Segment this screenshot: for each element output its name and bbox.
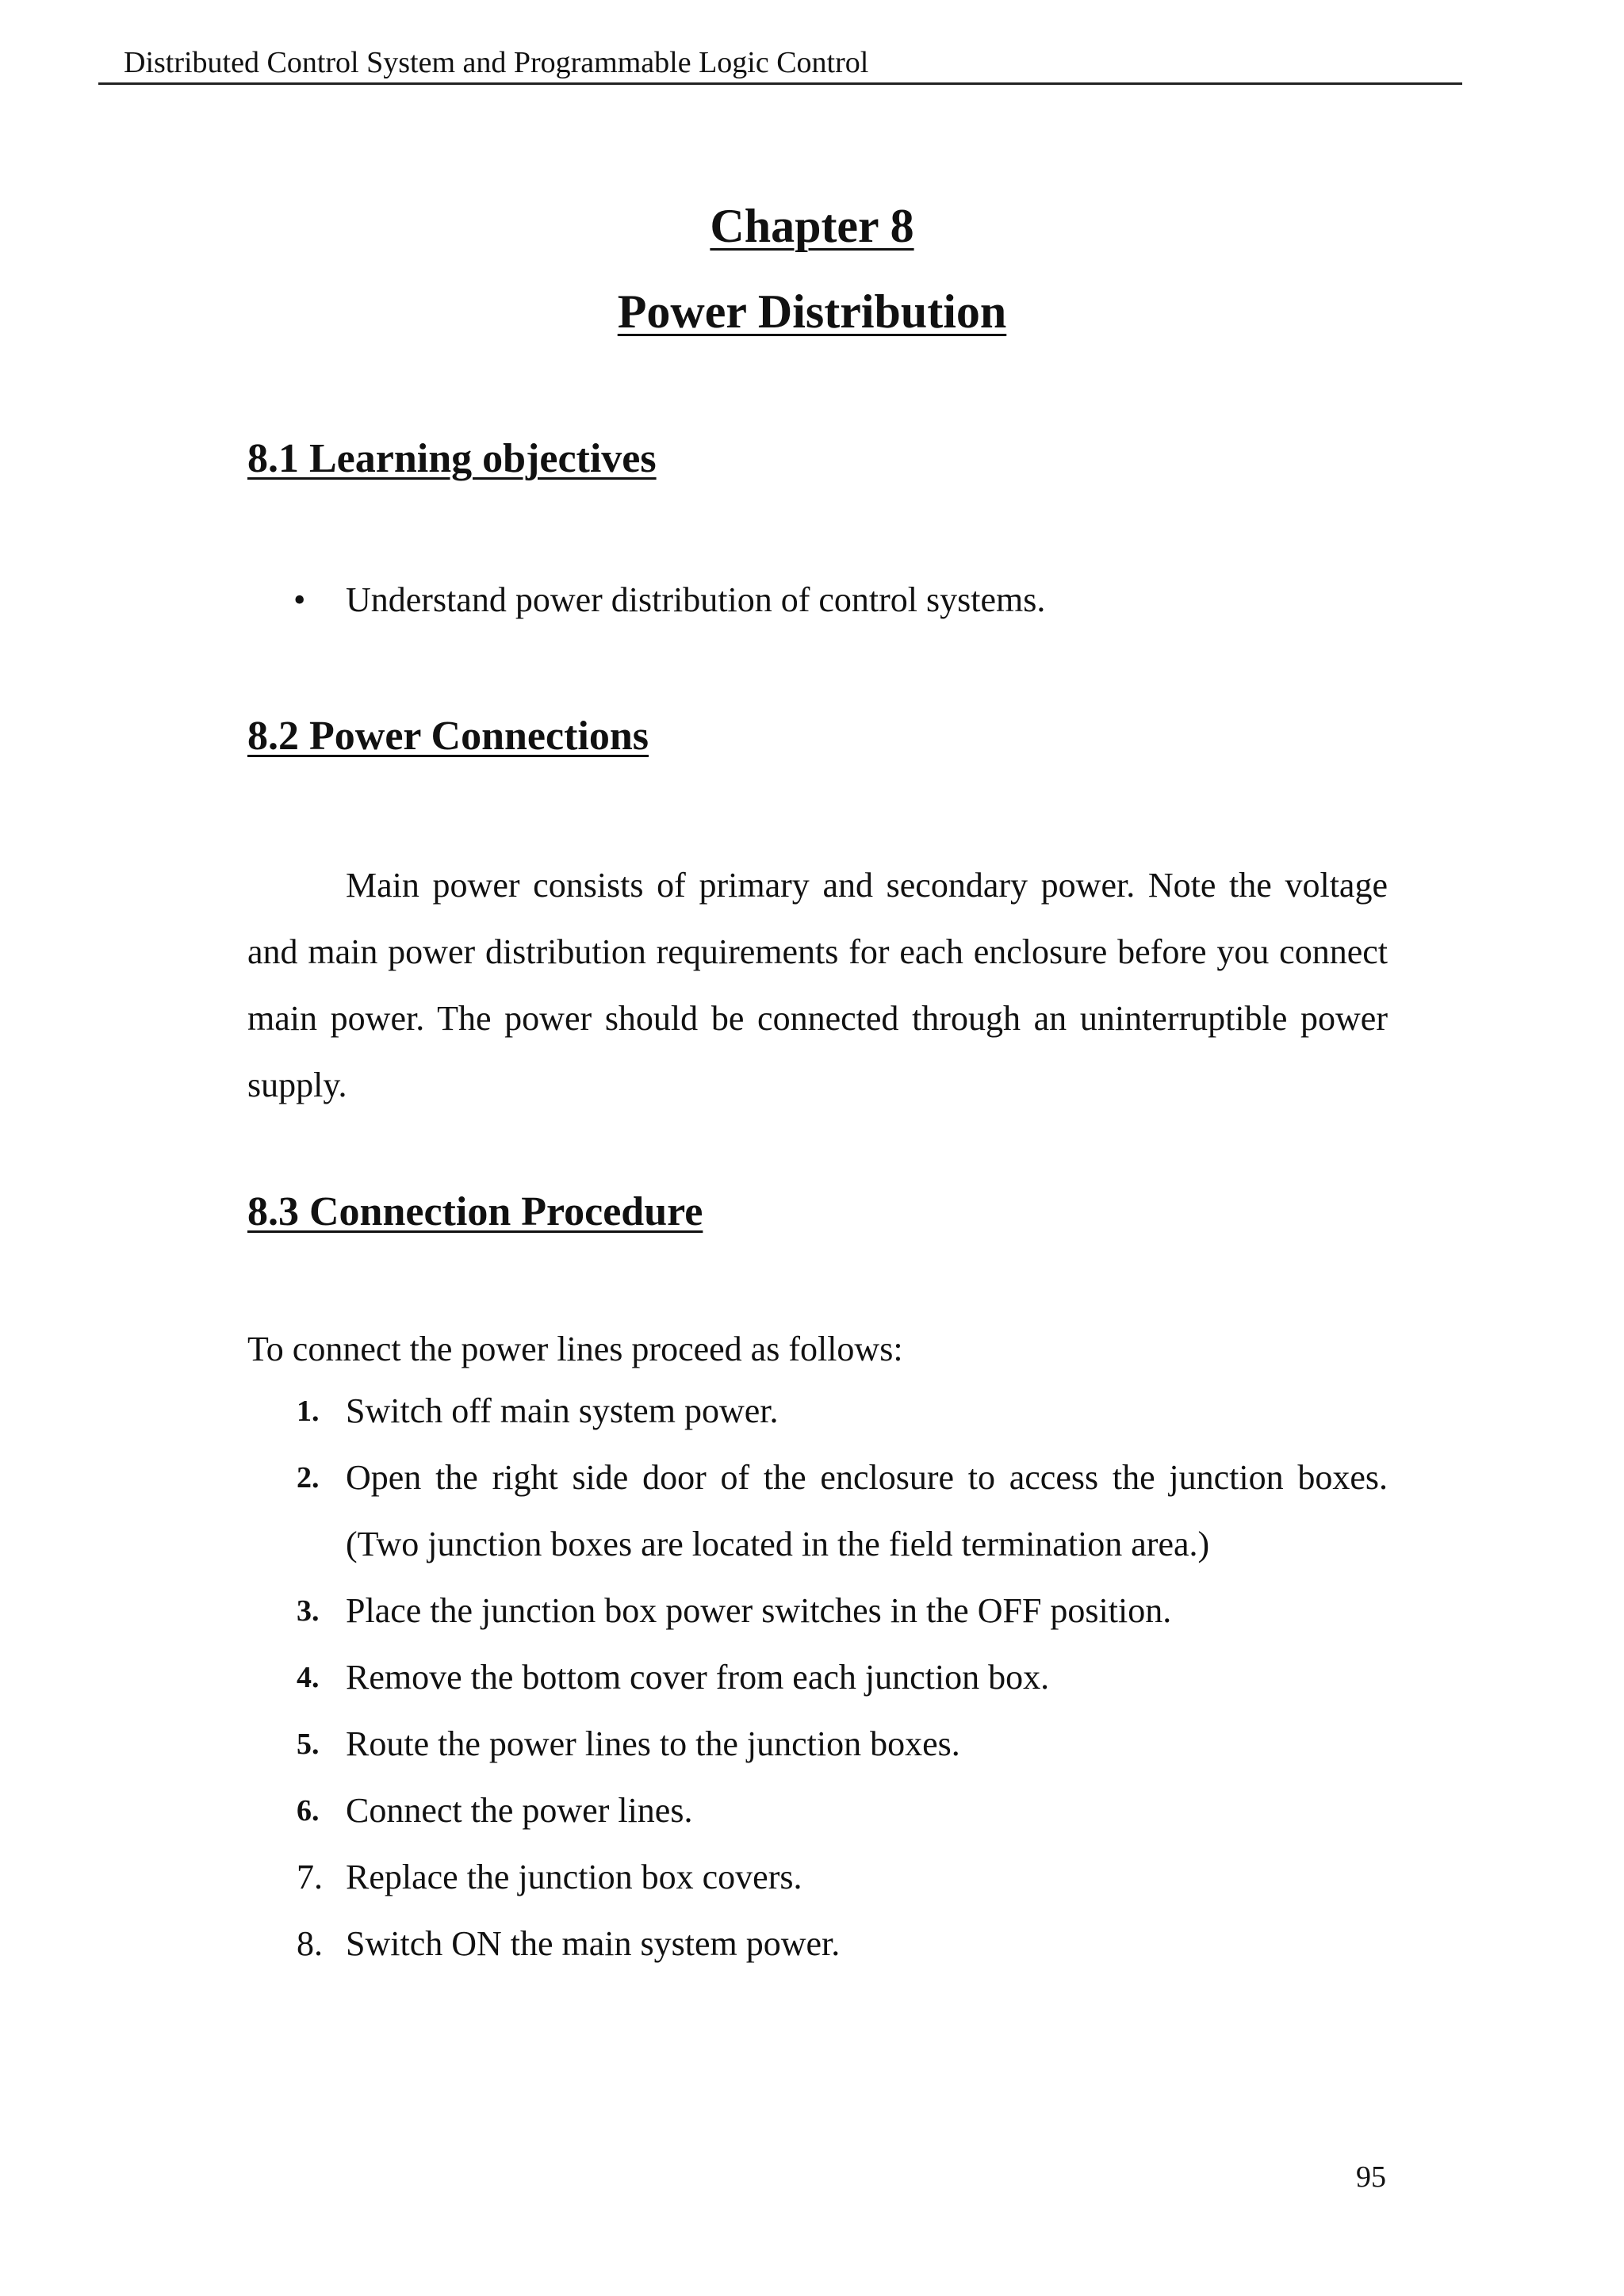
procedure-intro: To connect the power lines proceed as follows: — [247, 1330, 903, 1368]
connections-paragraph: Main power consists of primary and secondary power. Note the voltage and main power distribution requirements for each enclosure before you connect main power. The power should be connected through an uninterruptible power supply. — [247, 866, 1388, 1104]
step-text: Switch ON the main system power. — [346, 1924, 841, 1963]
section-heading-objectives-text: 8.1 Learning objectives — [247, 436, 657, 481]
procedure-step — [247, 1844, 1388, 1911]
step-number: 8. — [297, 1924, 323, 1963]
running-header-title: Distributed Control System and Programmable Logic Control — [124, 46, 869, 79]
procedure-steps-list — [247, 1378, 1388, 1977]
procedure-step — [247, 1911, 1388, 1977]
procedure-step — [247, 1578, 1388, 1644]
step-number: 2. — [297, 1461, 320, 1494]
bullet-icon: • — [293, 580, 306, 619]
procedure-step — [247, 1378, 1388, 1445]
procedure-step — [247, 1711, 1388, 1777]
section-heading-objectives — [247, 438, 657, 480]
running-header — [98, 46, 1462, 85]
procedure-step — [247, 1777, 1388, 1844]
step-number: 3. — [297, 1594, 320, 1628]
section-heading-procedure-text: 8.3 Connection Procedure — [247, 1189, 703, 1234]
chapter-label — [0, 202, 1624, 250]
step-number: 1. — [297, 1395, 320, 1428]
procedure-step — [247, 1644, 1388, 1711]
step-text: Place the junction box power switches in the OFF position. — [346, 1591, 1172, 1630]
section-heading-connections — [247, 716, 649, 757]
step-text: Switch off main system power. — [346, 1391, 779, 1430]
step-text: Open the right side door of the enclosure to access the junction boxes. (Two junction boxes are located in the field termination area.) — [346, 1458, 1388, 1563]
procedure-step — [247, 1445, 1388, 1578]
step-text: Route the power lines to the junction boxes. — [346, 1724, 960, 1763]
chapter-label-text: Chapter 8 — [710, 200, 914, 252]
chapter-title-text: Power Distribution — [617, 285, 1007, 338]
step-text: Replace the junction box covers. — [346, 1858, 802, 1896]
step-number: 4. — [297, 1661, 320, 1694]
section-heading-connections-text: 8.2 Power Connections — [247, 714, 649, 759]
step-number: 6. — [297, 1794, 320, 1827]
step-number: 5. — [297, 1728, 320, 1761]
chapter-title — [0, 285, 1624, 338]
step-number: 7. — [297, 1858, 323, 1896]
step-text: Connect the power lines. — [346, 1791, 693, 1830]
objective-bullet-text: Understand power distribution of control systems. — [346, 580, 1046, 619]
step-text: Remove the bottom cover from each junction box. — [346, 1658, 1050, 1697]
section-heading-procedure — [247, 1189, 703, 1234]
page-number: 95 — [1356, 2160, 1386, 2194]
